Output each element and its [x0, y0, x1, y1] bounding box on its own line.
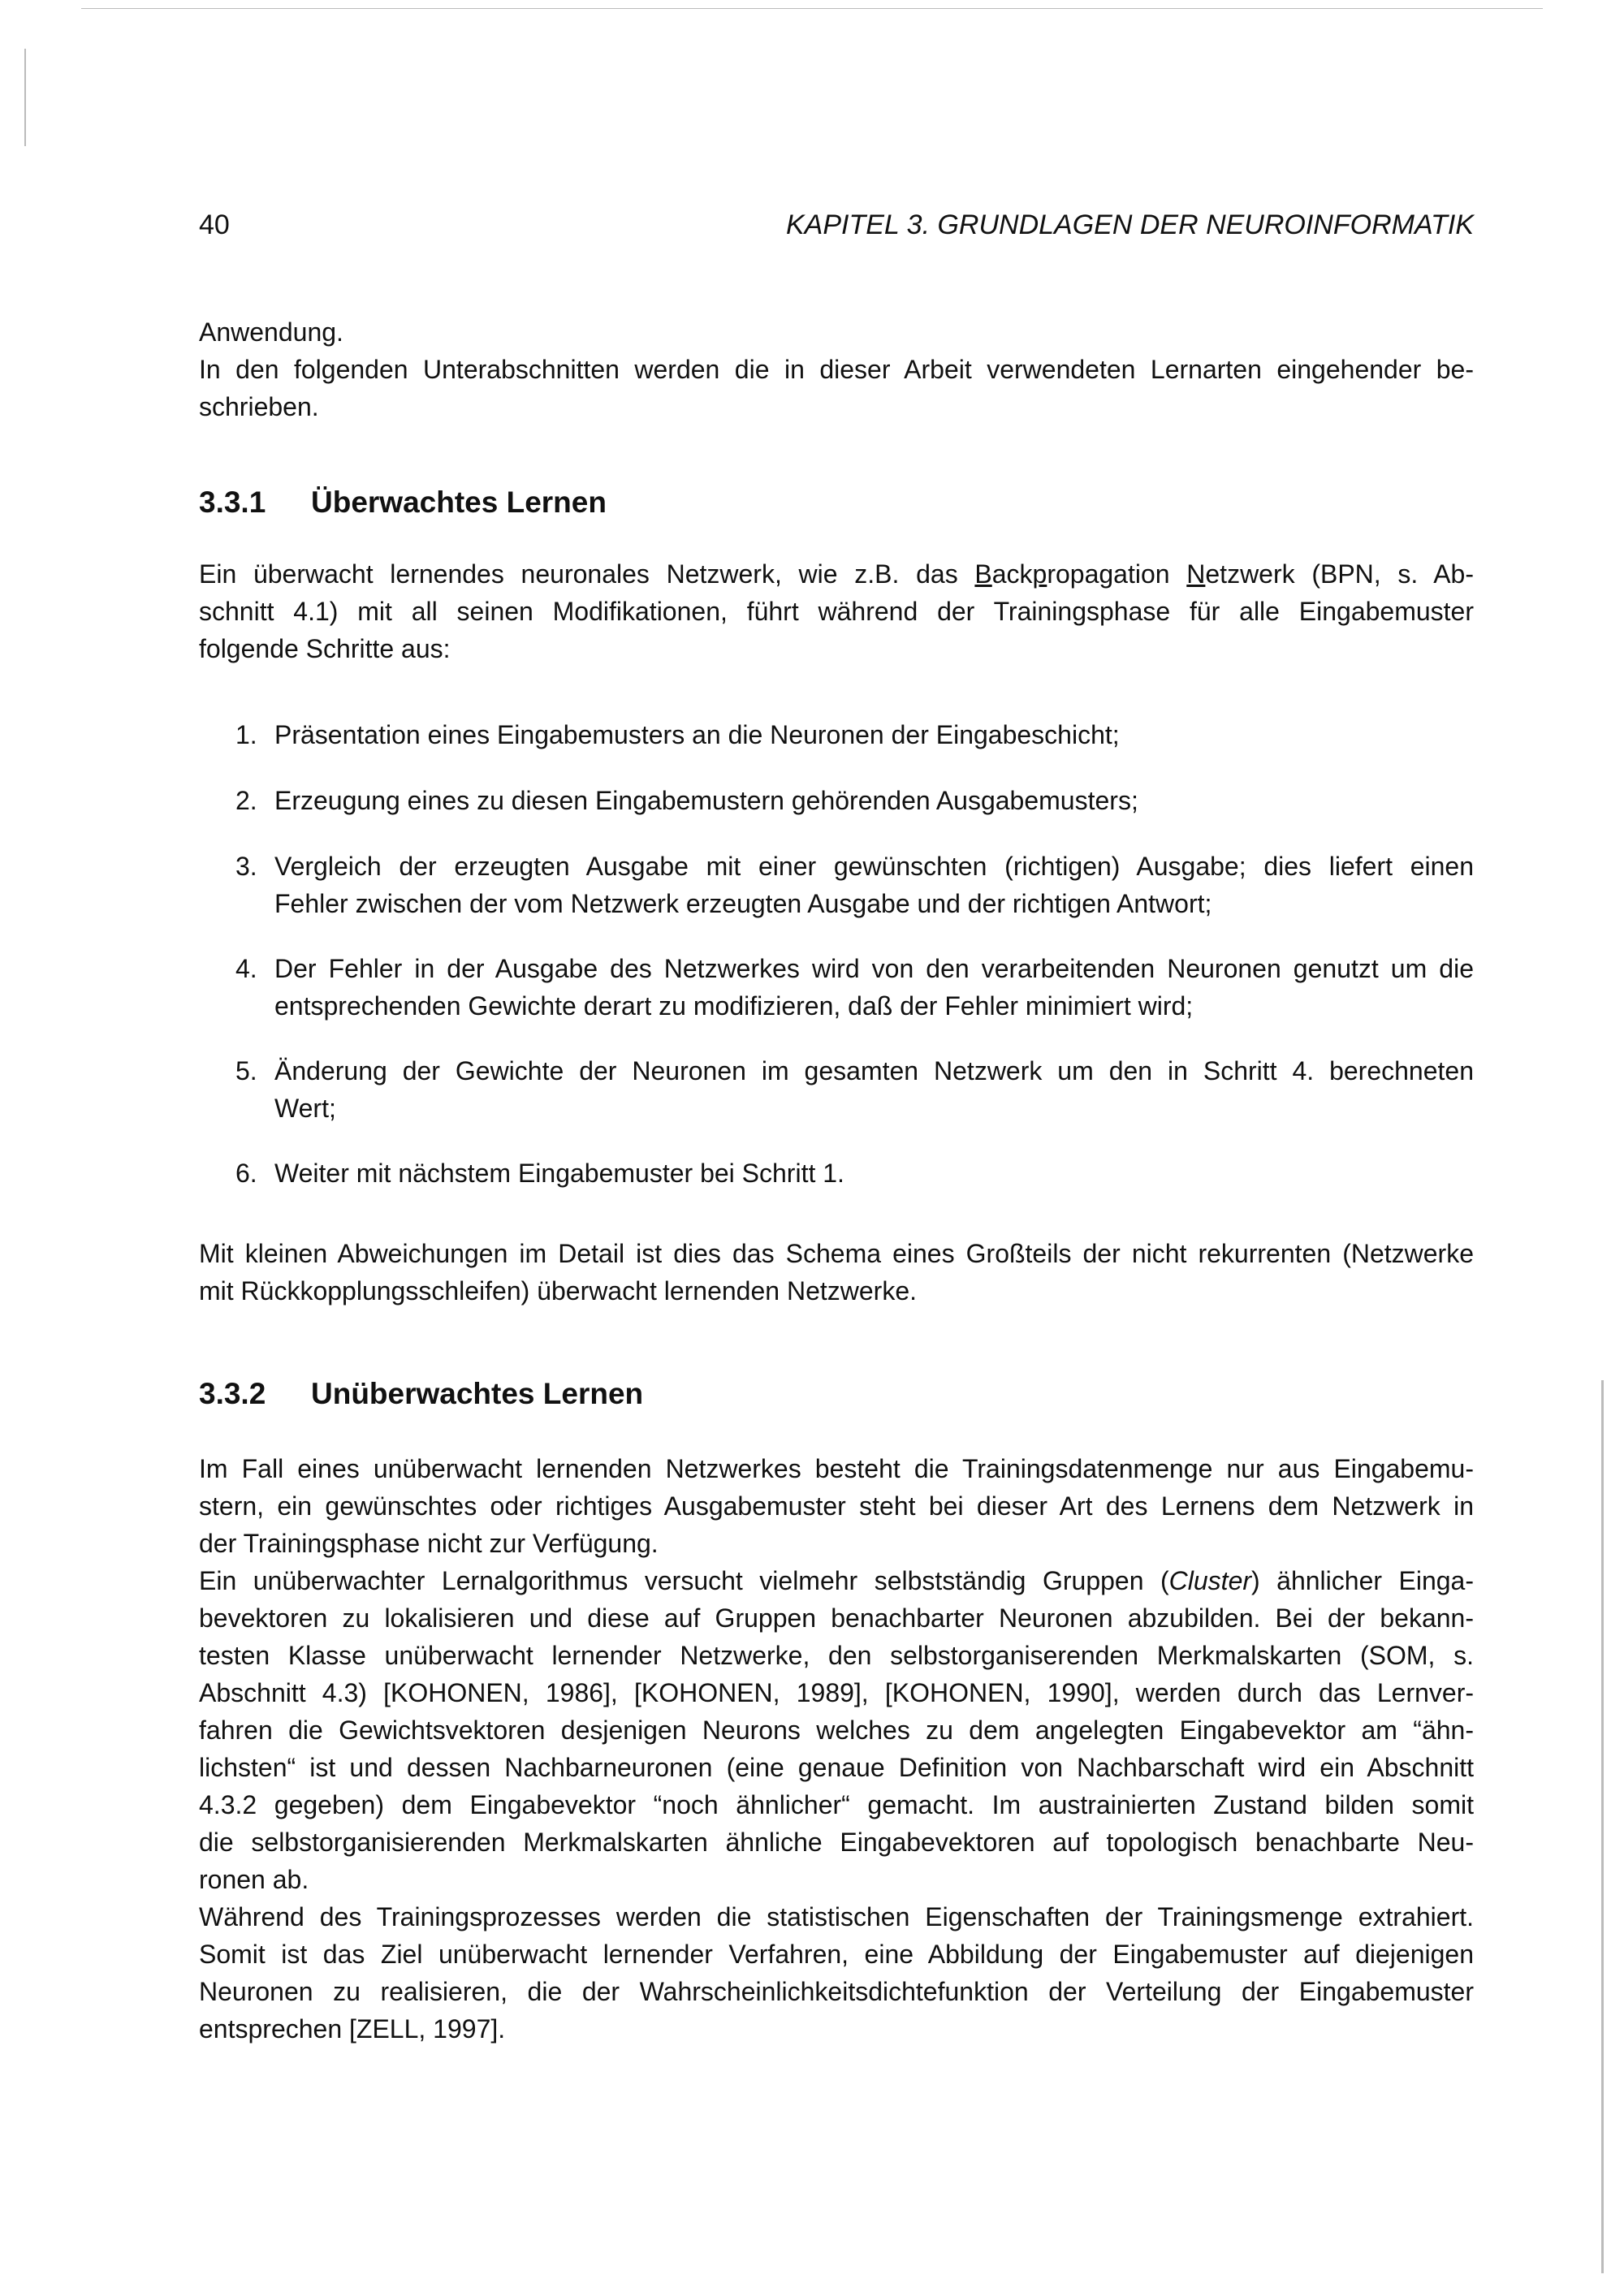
section-title: Überwachtes Lernen	[311, 486, 607, 519]
paragraph-line: Während des Trainingsprozesses werden die statistischen Eigenschaften der Trainingsmenge extrahiert.	[199, 1902, 1474, 1931]
list-item-line: Änderung der Gewichte der Neuronen im gesamten Netzwerk um den in Schritt 4. berechneten	[274, 1056, 1474, 1085]
list-item-line: Der Fehler in der Ausgabe des Netzwerkes wird von den verarbeitenden Neuronen genutzt um die	[274, 954, 1474, 983]
paragraph-line: ronen ab.	[199, 1865, 309, 1894]
section-title: Unüberwachtes Lernen	[311, 1377, 644, 1410]
intro-line: In den folgenden Unterabschnitten werden die in dieser Arbeit verwendeten Lernarten eingehender be-	[199, 355, 1474, 384]
text-segment: ropagation	[1047, 559, 1187, 589]
text-segment: etzwerk (BPN, s. Ab-	[1205, 559, 1474, 589]
text-segment: Ein überwacht lernendes neuronales Netzwerk, wie z.B. das	[199, 559, 975, 589]
underlined-letter: p	[1032, 559, 1047, 589]
paragraph-line: Mit kleinen Abweichungen im Detail ist dies das Schema eines Großteils der nicht rekurrenten (Netzwerke	[199, 1239, 1474, 1268]
paragraph-line: testen Klasse unüberwacht lernender Netzwerke, den selbstorganiserenden Merkmalskarten (SOM, s.	[199, 1641, 1474, 1670]
paragraph-line: entsprechen [ZELL, 1997].	[199, 2014, 506, 2044]
list-number: 5.	[235, 1056, 257, 1085]
paragraph-line	[199, 555, 1474, 593]
list-number: 4.	[235, 954, 257, 983]
section1-heading	[199, 486, 607, 520]
paragraph-line: stern, ein gewünschtes oder richtiges Ausgabemuster steht bei dieser Art des Lernens dem Netzwerk in	[199, 1491, 1474, 1521]
list-number: 2.	[235, 786, 257, 815]
italic-term: Cluster	[1168, 1566, 1252, 1595]
intro-line: Anwendung.	[199, 317, 343, 347]
paragraph-line: Abschnitt 4.3) [KOHONEN, 1986], [KOHONEN, 1989], [KOHONEN, 1990], werden durch das Lernver-	[199, 1678, 1474, 1707]
paragraph-line: Neuronen zu realisieren, die der Wahrscheinlichkeitsdichtefunktion der Verteilung der Eingabemuster	[199, 1977, 1474, 2006]
intro-line: schrieben.	[199, 392, 319, 421]
list-item-line: entsprechenden Gewichte derart zu modifizieren, daß der Fehler minimiert wird;	[274, 991, 1194, 1021]
paragraph-line: Somit ist das Ziel unüberwacht lernender Verfahren, eine Abbildung der Eingabemuster auf diejenigen	[199, 1940, 1474, 1969]
paragraph-line: lichsten“ ist und dessen Nachbarneuronen (eine genaue Definition von Nachbarschaft wird ein Abschnitt	[199, 1753, 1474, 1782]
paragraph-line: folgende Schritte aus:	[199, 634, 451, 663]
scan-edge-left	[24, 49, 26, 146]
paragraph-line: bevektoren zu lokalisieren und diese auf Gruppen benachbarter Neuronen abzubilden. Bei der bekann-	[199, 1603, 1474, 1633]
list-item-line: Erzeugung eines zu diesen Eingabemustern gehörenden Ausgabemusters;	[274, 786, 1138, 815]
text-segment: ) ähnlicher Einga-	[1251, 1566, 1475, 1595]
underlined-letter: N	[1186, 559, 1206, 589]
paragraph-line: fahren die Gewichtsvektoren desjenigen Neurons welches zu dem angelegten Eingabevektor am “ähn-	[199, 1716, 1474, 1745]
list-item-line: Fehler zwischen der vom Netzwerk erzeugten Ausgabe und der richtigen Antwort;	[274, 889, 1212, 918]
list-item-line: Weiter mit nächstem Eingabemuster bei Schritt 1.	[274, 1159, 844, 1188]
paragraph-line: schnitt 4.1) mit all seinen Modifikationen, führt während der Trainingsphase für alle Eingabemuster	[199, 597, 1474, 626]
paragraph-line: Im Fall eines unüberwacht lernenden Netzwerkes besteht die Trainingsdatenmenge nur aus Eingabemu-	[199, 1454, 1474, 1483]
list-number: 1.	[235, 720, 257, 749]
paragraph-line: 4.3.2 gegeben) dem Eingabevektor “noch ähnlicher“ gemacht. Im austrainierten Zustand bilden somit	[199, 1790, 1474, 1819]
section-number: 3.3.1	[199, 486, 266, 519]
paragraph-line: der Trainingsphase nicht zur Verfügung.	[199, 1529, 659, 1558]
running-header: KAPITEL 3. GRUNDLAGEN DER NEUROINFORMATIK	[786, 209, 1474, 240]
section-number: 3.3.2	[199, 1377, 266, 1410]
list-number: 3.	[235, 852, 257, 881]
paragraph-line	[199, 1562, 1474, 1599]
scan-edge-right	[1601, 1380, 1604, 2273]
list-number: 6.	[235, 1159, 257, 1188]
list-item-line: Vergleich der erzeugten Ausgabe mit einer gewünschten (richtigen) Ausgabe; dies liefert einen	[274, 852, 1474, 881]
underlined-letter: B	[974, 559, 992, 589]
list-item-line: Präsentation eines Eingabemusters an die Neuronen der Eingabeschicht;	[274, 720, 1120, 749]
page-number: 40	[199, 209, 230, 240]
list-item-line: Wert;	[274, 1094, 336, 1123]
text-segment: Ein unüberwachter Lernalgorithmus versucht vielmehr selbstständig Gruppen (	[199, 1566, 1169, 1595]
section2-heading	[199, 1377, 643, 1411]
text-segment: ack	[991, 559, 1033, 589]
scan-edge-top	[81, 8, 1543, 9]
paragraph-line: mit Rückkopplungsschleifen) überwacht lernenden Netzwerke.	[199, 1276, 917, 1306]
paragraph-line: die selbstorganisierenden Merkmalskarten ähnliche Eingabevektoren auf topologisch benachbarte Neu-	[199, 1828, 1474, 1857]
